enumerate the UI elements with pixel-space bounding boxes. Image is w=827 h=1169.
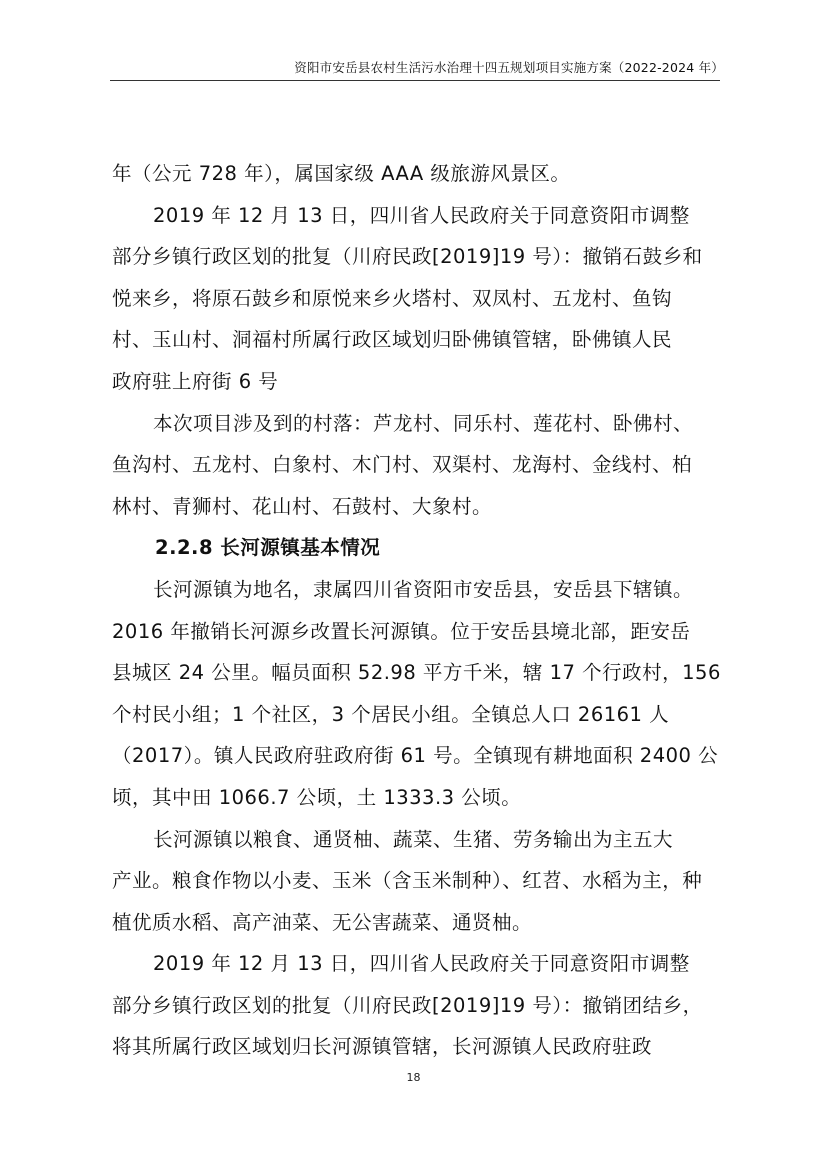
text-line: 将其所属行政区域划归长河源镇管辖，长河源镇人民政府驻政	[112, 1035, 653, 1059]
text-line: 林村、青狮村、花山村、石鼓村、大象村。	[112, 494, 493, 518]
text-line: 个村民小组；1 个社区，3 个居民小组。全镇总人口 26161 人	[112, 702, 670, 726]
paragraph-start: 2019 年 12 月 13 日，四川省人民政府关于同意资阳市调整	[153, 952, 690, 976]
body-text	[112, 153, 722, 1068]
paragraph-start: 本次项目涉及到的村落：芦龙村、同乐村、莲花村、卧佛村、	[153, 411, 694, 435]
page-header: 资阳市安岳县农村生活污水治理十四五规划项目实施方案（2022-2024 年）	[294, 60, 724, 75]
text-line: 鱼沟村、五龙村、白象村、木门村、双渠村、龙海村、金线村、柏	[112, 453, 693, 477]
text-line: 村、玉山村、洞福村所属行政区域划归卧佛镇管辖，卧佛镇人民	[112, 328, 673, 352]
paragraph-start: 2019 年 12 月 13 日，四川省人民政府关于同意资阳市调整	[153, 203, 690, 227]
text-line: （2017）。镇人民政府驻政府街 61 号。全镇现有耕地面积 2400 公	[112, 744, 719, 768]
paragraph-start: 长河源镇以粮食、通贤柚、蔬菜、生猪、劳务输出为主五大	[153, 827, 674, 851]
header-rule	[110, 80, 720, 81]
text-line: 产业。粮食作物以小麦、玉米（含玉米制种）、红苕、水稻为主，种	[112, 869, 703, 893]
text-line: 部分乡镇行政区划的批复（川府民政[2019]19 号）：撤销团结乡，	[112, 993, 703, 1017]
text-line: 植优质水稻、高产油菜、无公害蔬菜、通贤柚。	[112, 910, 533, 934]
text-line: 顷，其中田 1066.7 公顷，土 1333.3 公顷。	[112, 785, 522, 809]
page-number: 18	[406, 1071, 421, 1084]
section-heading: 2.2.8 长河源镇基本情况	[155, 536, 381, 560]
text-line: 部分乡镇行政区划的批复（川府民政[2019]19 号）：撤销石鼓乡和	[112, 245, 703, 269]
paragraph-start: 长河源镇为地名，隶属四川省资阳市安岳县，安岳县下辖镇。	[153, 577, 694, 601]
text-line: 2016 年撤销长河源乡改置长河源镇。位于安岳县境北部，距安岳	[112, 619, 691, 643]
text-line: 年（公元 728 年），属国家级 AAA 级旅游风景区。	[112, 162, 571, 185]
text-line: 政府驻上府街 6 号	[112, 369, 279, 393]
text-line: 悦来乡，将原石鼓乡和原悦来乡火塔村、双凤村、五龙村、鱼钩	[112, 286, 673, 310]
text-line: 县城区 24 公里。幅员面积 52.98 平方千米，辖 17 个行政村，156	[112, 661, 721, 685]
